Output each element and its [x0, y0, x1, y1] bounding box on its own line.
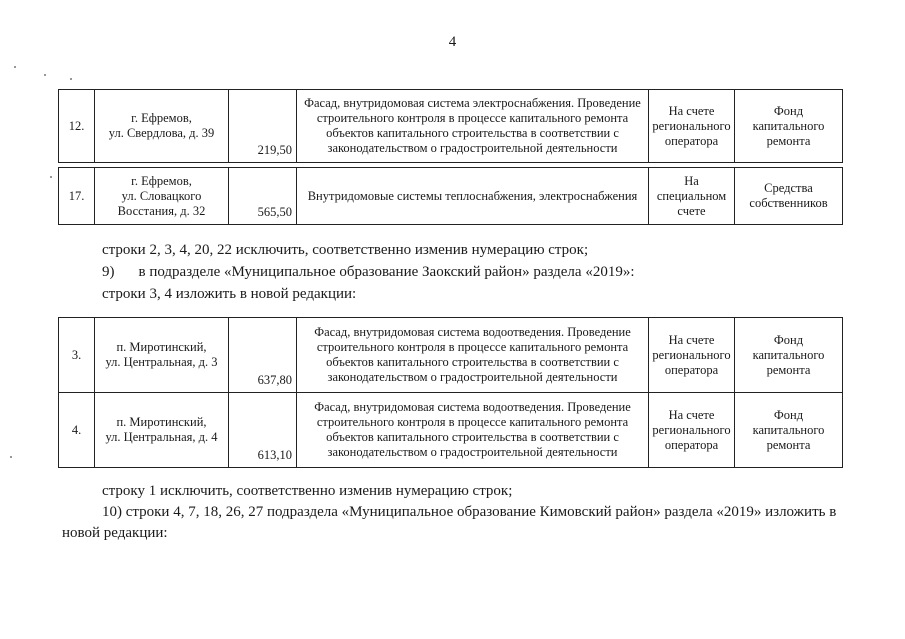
scan-speck	[14, 66, 16, 68]
paragraph-exclude-row-1: строку 1 исключить, соответственно изменив нумерацию строк;	[102, 483, 513, 499]
paragraph-new-edition: строки 3, 4 изложить в новой редакции:	[102, 286, 357, 302]
address-line: п. Миротинский,	[116, 340, 207, 354]
row-number: 4.	[59, 393, 95, 468]
row-address	[95, 318, 229, 393]
address-line: ул. Свердлова, д. 39	[108, 126, 215, 140]
table-row	[59, 168, 843, 225]
table-row	[59, 318, 843, 393]
scan-speck	[50, 176, 52, 178]
scan-speck	[44, 74, 46, 76]
row-account: На специальном счете	[649, 168, 735, 225]
address-line: ул. Центральная, д. 4	[105, 430, 218, 444]
row-fund: Средства собственников	[735, 168, 843, 225]
address-line: п. Миротинский,	[116, 415, 207, 429]
scan-speck	[70, 78, 72, 80]
row-address	[95, 393, 229, 468]
row-fund: Фонд капитального ремонта	[735, 90, 843, 163]
paragraph-item-10-line1: 10) строки 4, 7, 18, 26, 27 подраздела «Муниципальное образование Кимовский район» раздела «2019» изложить в	[102, 504, 837, 520]
table-row	[59, 90, 843, 163]
table-row	[59, 393, 843, 468]
row-account: На счете регионального оператора	[649, 90, 735, 163]
paragraph-item-10-line2: новой редакции:	[62, 525, 168, 541]
row-number: 3.	[59, 318, 95, 393]
row-work: Фасад, внутридомовая система водоотведения. Проведение строительного контроля в процессе капитального ремонта объектов капитального строительства в соответствии с законодательством о градостроительной деятельности	[297, 393, 649, 468]
row-work: Внутридомовые системы теплоснабжения, электроснабжения	[297, 168, 649, 225]
row-area: 613,10	[229, 393, 297, 468]
row-account: На счете регионального оператора	[649, 318, 735, 393]
address-line: г. Ефремов,	[131, 111, 192, 125]
table-zaoksky	[58, 317, 843, 468]
item-text: в подразделе «Муниципальное образование Заокский район» раздела «2019»:	[138, 264, 635, 280]
row-fund: Фонд капитального ремонта	[735, 393, 843, 468]
row-number: 12.	[59, 90, 95, 163]
row-number: 17.	[59, 168, 95, 225]
item-number: 9)	[102, 264, 115, 280]
address-line: ул. Центральная, д. 3	[105, 355, 218, 369]
paragraph-exclude-rows: строки 2, 3, 4, 20, 22 исключить, соответственно изменив нумерацию строк;	[102, 242, 589, 258]
address-line: г. Ефремов,	[131, 173, 192, 188]
row-area: 219,50	[229, 90, 297, 163]
row-fund: Фонд капитального ремонта	[735, 318, 843, 393]
row-work: Фасад, внутридомовая система электроснабжения. Проведение строительного контроля в процессе капитального ремонта объектов капитального строительства в соответствии с законодательством о градостроительной деятельности	[297, 90, 649, 163]
row-area: 637,80	[229, 318, 297, 393]
paragraph-item-9	[102, 263, 634, 281]
row-work: Фасад, внутридомовая система водоотведения. Проведение строительного контроля в процессе капитального ремонта объектов капитального строительства в соответствии с законодательством о градостроительной деятельности	[297, 318, 649, 393]
row-area: 565,50	[229, 168, 297, 225]
row-address	[95, 90, 229, 163]
page-number: 4	[448, 34, 457, 50]
row-address	[95, 168, 229, 225]
scan-speck	[10, 456, 12, 458]
address-line: ул. Словацкого Восстания, д. 32	[117, 188, 206, 218]
row-account: На счете регионального оператора	[649, 393, 735, 468]
table-efremov	[58, 89, 843, 225]
